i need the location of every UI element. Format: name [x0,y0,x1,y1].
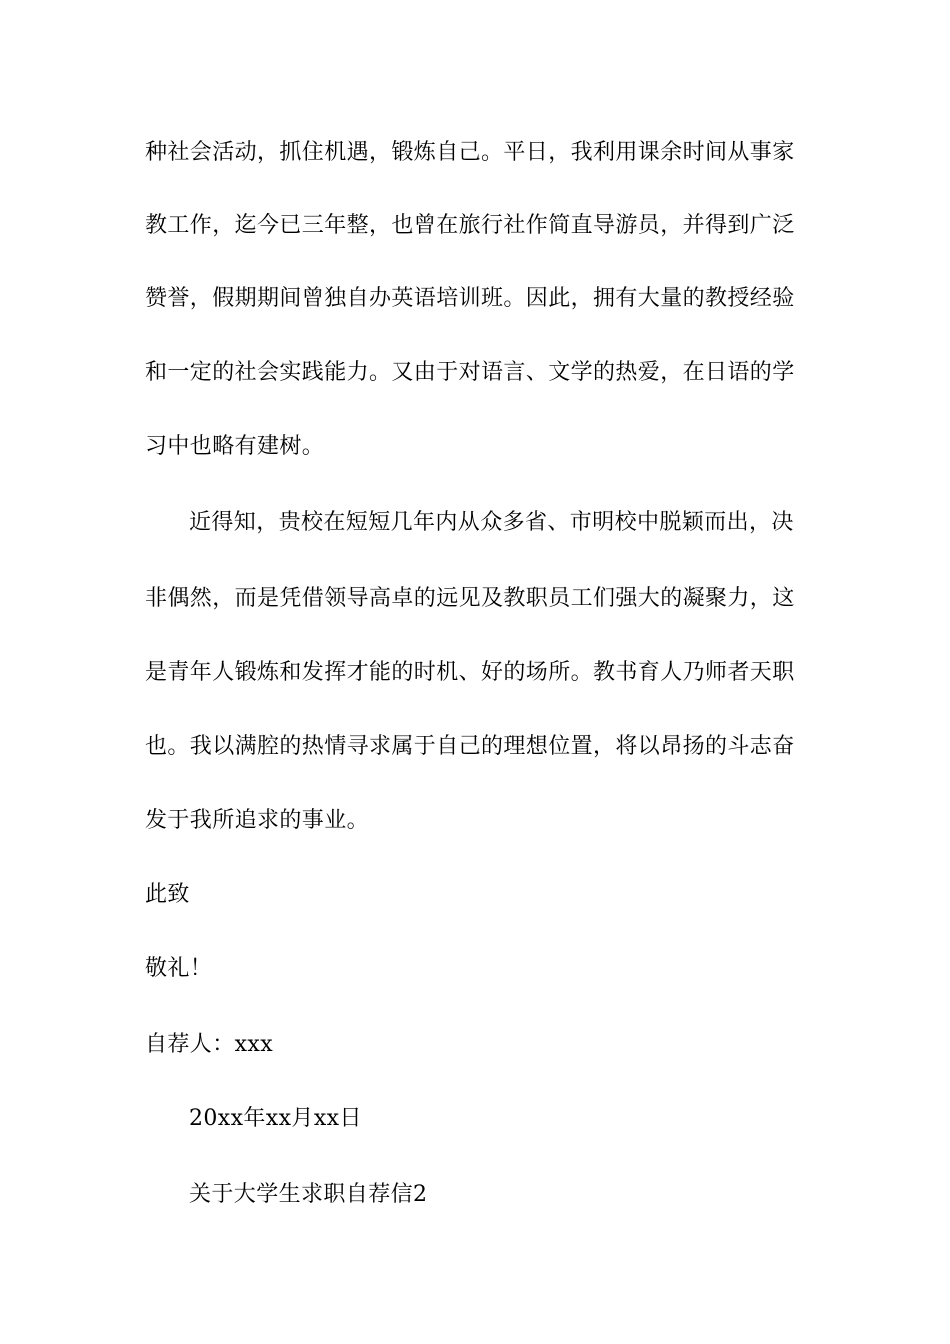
paragraph-1-line-1: 种社会活动，抓住机遇，锻炼自己。平日，我利用课余时间从事家 [145,140,795,165]
paragraph-1-line-3: 赞誉，假期期间曾独自办英语培训班。因此，拥有大量的教授经验 [145,286,795,311]
date-text: 20xx年xx月xx日 [189,1106,362,1131]
paragraph-2-line-5: 发于我所追求的事业。 [145,808,370,833]
salutation-text: 敬礼！ [145,956,213,981]
paragraph-2-line-4: 也。我以满腔的热情寻求属于自己的理想位置，将以昂扬的斗志奋 [145,734,795,759]
paragraph-2-line-1: 近得知，贵校在短短几年内从众多省、市明校中脱颖而出，决 [189,510,794,535]
next-letter-title: 关于大学生求职自荐信2 [189,1182,428,1207]
paragraph-2-line-2: 非偶然，而是凭借领导高卓的远见及教职员工们强大的凝聚力，这 [145,586,795,611]
paragraph-1-line-4: 和一定的社会实践能力。又由于对语言、文学的热爱，在日语的学 [145,360,795,385]
closing-text: 此致 [145,882,190,907]
paragraph-2-line-3: 是青年人锻炼和发挥才能的时机、好的场所。教书育人乃师者天职 [145,660,795,685]
paragraph-1-line-5: 习中也略有建树。 [145,434,325,459]
signer-text: 自荐人：xxx [145,1032,274,1057]
paragraph-1-line-2: 教工作，迄今已三年整，也曾在旅行社作简直导游员，并得到广泛 [145,213,795,238]
